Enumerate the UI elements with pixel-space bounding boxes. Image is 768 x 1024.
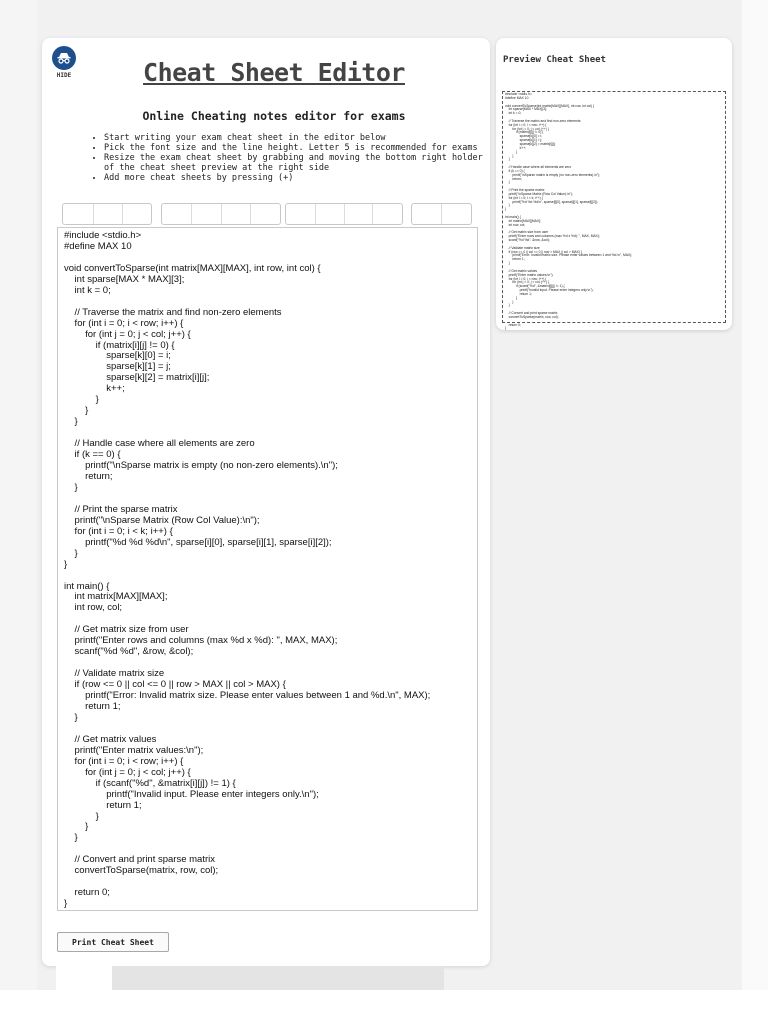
- line-height-increase-button[interactable]: [251, 204, 280, 224]
- cheat-sheet-preview[interactable]: [502, 91, 726, 331]
- page-footer-area: [0, 990, 768, 1024]
- page-margin: [0, 0, 37, 990]
- code-editor[interactable]: [57, 227, 478, 911]
- panel-tab: [56, 966, 112, 990]
- instructions-list: [88, 133, 490, 183]
- columns-option[interactable]: [316, 204, 345, 224]
- page-subtitle: Online Cheating notes editor for exams: [142, 109, 406, 123]
- columns-option[interactable]: [373, 204, 402, 224]
- line-height-option[interactable]: [222, 204, 252, 224]
- preview-content: #include <stdio.h> #define MAX 10 void convertToSparse(int matrix[MAX][MAX], int row, int col) { int sparse[MAX * MAX][3]; int k = 0; // Traverse the matrix and find non-zero elements for (int i = 0; i < row; i++) { for (int j = 0; j < col; j++) { if (matrix[i][j] != 0) { sparse[k][0] = i; sparse[k][1] = j; sparse[k][2] = matrix[i][j]; k++; } } } // Handle case where all elements are zero if (k == 0) { printf("\nSparse matrix is empty (no non-zero elements).\n"); return; } // Print the sparse matrix printf("\nSparse Matrix (Row Col Value):\n"); for (int i = 0; i < k; i++) { printf("%d %d %d\n", sparse[i][0], sparse[i][1], sparse[i][2]); } } int main() { int matrix[MAX][MAX]; int row, col; // Get matrix size from user printf("Enter rows and columns (max %d x %d): ", MAX, MAX); scanf("%d %d", &row, &col); // Validate matrix size if (row <= 0 || col <= 0 || row > MAX || col > MAX) { printf("Error: Invalid matrix size. Please enter values between 1 and %d.\n", MAX); return 1; } // Get matrix values printf("Enter matrix values:\n"); for (int i = 0; i < row; i++) { for (int j = 0; j < col; j++) { if (scanf("%d", &matrix[i][j]) != 1) { printf("Invalid input. Please enter integers only.\n"); return 1; } } } // Convert and print sparse matrix convertToSparse(matrix, row, col); return 0; }: [505, 92, 633, 331]
- preview-title: Preview Cheat Sheet: [503, 55, 606, 65]
- page-margin-right: [742, 0, 768, 1024]
- hide-button[interactable]: HIDE: [56, 72, 72, 79]
- instruction-item: • Start writing your exam cheat sheet in the editor below: [104, 133, 490, 143]
- add-sheet-button[interactable]: [442, 204, 471, 224]
- instruction-item: • Resize the exam cheat sheet by grabbing and moving the bottom right holder of the cheat sheet preview at the right side: [104, 153, 490, 173]
- line-height-control[interactable]: [161, 203, 281, 225]
- incognito-icon[interactable]: [52, 46, 76, 70]
- line-height-value: [192, 204, 222, 224]
- panel-shadow: [112, 966, 444, 990]
- editor-content[interactable]: #include <stdio.h> #define MAX 10 void convertToSparse(int matrix[MAX][MAX], int row, int col) { int sparse[MAX * MAX][3]; int k = 0; // Traverse the matrix and find non-zero elements for (int i = 0; i < row; i++) { for (int j = 0; j < col; j++) { if (matrix[i][j] != 0) { sparse[k][0] = i; sparse[k][1] = j; sparse[k][2] = matrix[i][j]; k++; } } } // Handle case where all elements are zero if (k == 0) { printf("\nSparse matrix is empty (no non-zero elements).\n"); return; } // Print the sparse matrix printf("\nSparse Matrix (Row Col Value):\n"); for (int i = 0; i < k; i++) { printf("%d %d %d\n", sparse[i][0], sparse[i][1], sparse[i][2]); } } int main() { int matrix[MAX][MAX]; int row, col; // Get matrix size from user printf("Enter rows and columns (max %d x %d): ", MAX, MAX); scanf("%d %d", &row, &col); // Validate matrix size if (row <= 0 || col <= 0 || row > MAX || col > MAX) { printf("Error: Invalid matrix size. Please enter values between 1 and %d.\n", MAX); return 1; } // Get matrix values printf("Enter matrix values:\n"); for (int i = 0; i < row; i++) { for (int j = 0; j < col; j++) { if (scanf("%d", &matrix[i][j]) != 1) { printf("Invalid input. Please enter integers only.\n"); return 1; } } } // Convert and print sparse matrix convertToSparse(matrix, row, col); return 0; }: [64, 230, 431, 910]
- print-cheat-sheet-button[interactable]: Print Cheat Sheet: [57, 932, 169, 952]
- font-size-value: [94, 204, 123, 224]
- sheet-control[interactable]: [411, 203, 472, 225]
- columns-control[interactable]: [285, 203, 403, 225]
- instruction-item: • Pick the font size and the line height. Letter 5 is recommended for exams: [104, 143, 490, 153]
- page-title: Cheat Sheet Editor: [143, 58, 405, 87]
- columns-option[interactable]: [286, 204, 316, 224]
- line-height-decrease-button[interactable]: [162, 204, 192, 224]
- font-size-decrease-button[interactable]: [63, 204, 94, 224]
- font-size-control[interactable]: [62, 203, 152, 225]
- columns-option[interactable]: [345, 204, 374, 224]
- remove-sheet-button[interactable]: [412, 204, 442, 224]
- font-size-increase-button[interactable]: [123, 204, 151, 224]
- instruction-item: • Add more cheat sheets by pressing (+): [104, 173, 490, 183]
